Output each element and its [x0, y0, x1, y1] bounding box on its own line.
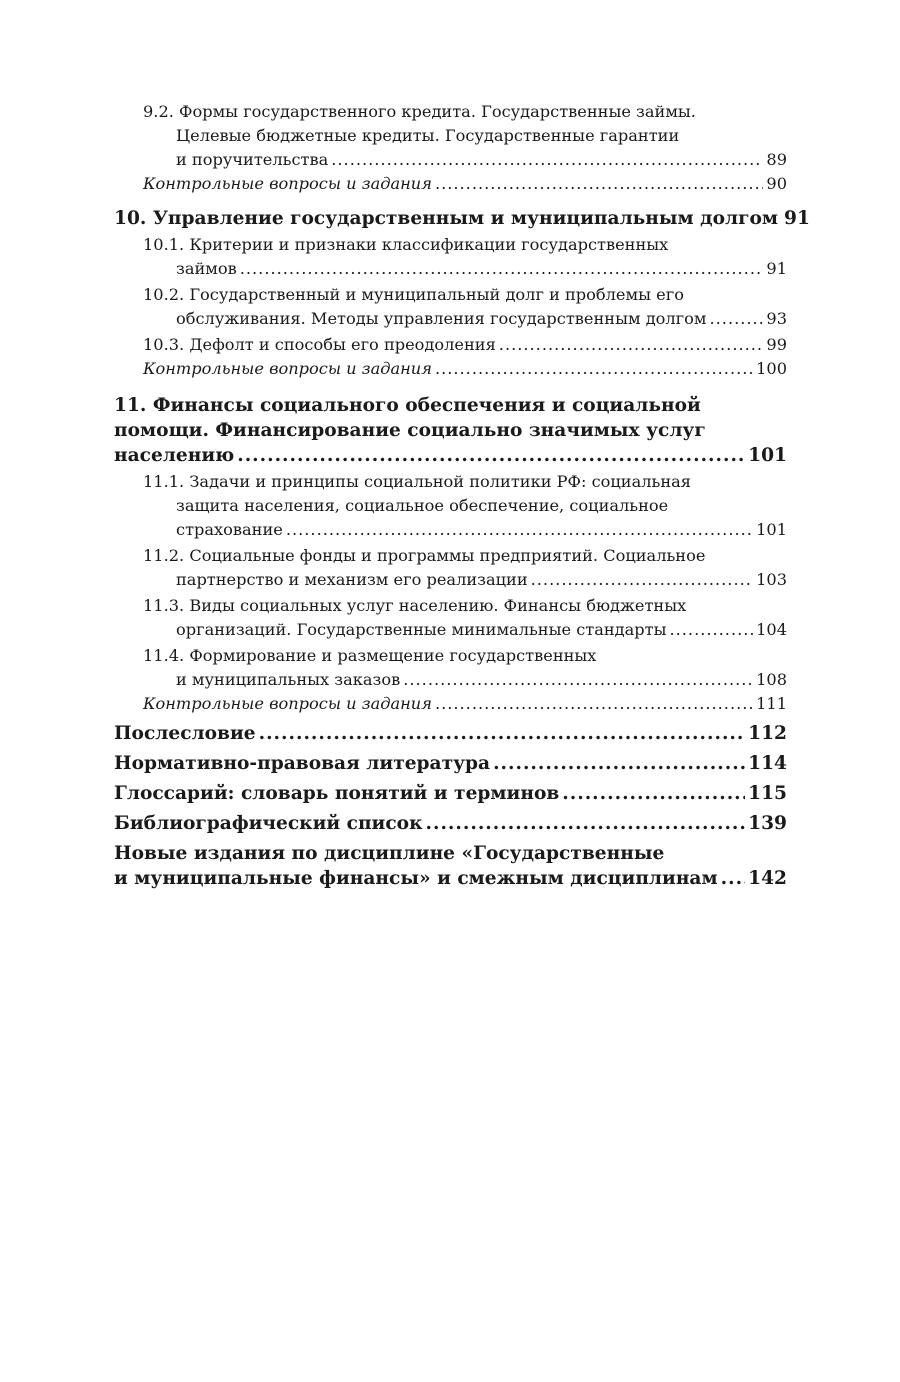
toc-glossary[interactable]: [114, 781, 787, 806]
toc-bibliography[interactable]: [114, 811, 787, 836]
table-of-contents: [114, 100, 810, 891]
toc-entry-last-line: [143, 307, 787, 331]
toc-entry-text: 10.3. Дефолт и способы его преодоления: [143, 335, 496, 354]
page-number: 103: [756, 570, 787, 589]
toc-entry-text: обслуживания. Методы управления государственным долгом: [176, 309, 707, 328]
toc-chapter-title: населению: [114, 445, 235, 466]
toc-entry-11-4[interactable]: [114, 644, 787, 692]
toc-entry-11-1[interactable]: [114, 470, 787, 542]
page-number: 89: [766, 150, 787, 169]
toc-entry-line: Целевые бюджетные кредиты. Государственные гарантии: [176, 126, 680, 145]
toc-entry-11-3[interactable]: [114, 594, 787, 642]
leader-dots: [435, 172, 763, 196]
toc-entry-line: 11.1. Задачи и принципы социальной политики РФ: социальная: [143, 472, 691, 491]
page-number: 115: [748, 783, 787, 804]
toc-chapter-title: Нормативно-правовая литература: [114, 753, 491, 774]
toc-entry-line: 10.2. Государственный и муниципальный долг и проблемы его: [143, 285, 684, 304]
page-number: 114: [748, 753, 787, 774]
leader-dots: [237, 443, 745, 468]
toc-entry-line: 11.4. Формирование и размещение государственных: [143, 646, 597, 665]
page-number: 101: [748, 445, 787, 466]
leader-dots: [435, 692, 753, 716]
toc-chapter-title: Библиографический список: [114, 813, 423, 834]
toc-chapter-line: помощи. Финансирование социально значимых услуг: [114, 420, 706, 441]
toc-chapter-line: Новые издания по дисциплине «Государственные: [114, 843, 665, 864]
toc-entry-line: защита населения, социальное обеспечение, социальное: [176, 496, 669, 515]
toc-entry-text: займов: [176, 259, 237, 278]
toc-entry-11-2[interactable]: [114, 544, 787, 592]
toc-entry-line: 10.1. Критерии и признаки классификации государственных: [143, 235, 669, 254]
page-number: 139: [748, 813, 787, 834]
leader-dots: [286, 518, 753, 542]
page-number: 99: [766, 335, 787, 354]
leader-dots: [493, 751, 745, 776]
toc-entry-line: 11.3. Виды социальных услуг населению. Финансы бюджетных: [143, 596, 687, 615]
page-number: 93: [766, 309, 787, 328]
toc-chapter-last-line: [114, 866, 787, 891]
toc-entry-line: 9.2. Формы государственного кредита. Государственные займы.: [143, 102, 696, 121]
toc-entry-text: и муниципальных заказов: [176, 670, 401, 689]
page-number: 90: [766, 174, 787, 193]
toc-entry-control-questions-11[interactable]: [114, 692, 787, 716]
leader-dots: [562, 781, 745, 806]
leader-dots: [499, 333, 764, 357]
leader-dots: [426, 811, 746, 836]
toc-chapter-title: и муниципальные финансы» и смежным дисциплинам: [114, 868, 718, 889]
toc-entry-text: страхование: [176, 520, 283, 539]
page-number: 101: [756, 520, 787, 539]
toc-entry-line: 11.2. Социальные фонды и программы предприятий. Социальное: [143, 546, 706, 565]
toc-entry-control-questions-10[interactable]: [114, 357, 787, 381]
toc-entry-last-line: [143, 618, 787, 642]
leader-dots: [240, 257, 764, 281]
toc-normative-literature[interactable]: [114, 751, 787, 776]
leader-dots: [403, 668, 753, 692]
toc-chapter-title: 10. Управление государственным и муниципальным долгом: [114, 208, 779, 229]
toc-entry-10-3[interactable]: [114, 333, 787, 357]
leader-dots: [670, 618, 754, 642]
page-number: 91: [784, 208, 810, 229]
toc-afterword[interactable]: [114, 721, 787, 746]
page-number: 111: [756, 694, 787, 713]
toc-entry-last-line: [143, 568, 787, 592]
leader-dots: [259, 721, 746, 746]
leader-dots: [721, 866, 746, 891]
toc-entry-10-2[interactable]: [114, 283, 787, 331]
toc-new-editions[interactable]: [114, 841, 787, 891]
toc-entry-10-1[interactable]: [114, 233, 787, 281]
toc-entry-text: Контрольные вопросы и задания: [143, 174, 432, 193]
leader-dots: [710, 307, 764, 331]
leader-dots: [531, 568, 753, 592]
toc-chapter-title: Глоссарий: словарь понятий и терминов: [114, 783, 560, 804]
toc-entry-text: и поручительства: [176, 150, 329, 169]
page-number: 112: [748, 723, 787, 744]
toc-chapter-line: 11. Финансы социального обеспечения и социальной: [114, 395, 701, 416]
toc-entry-9-2[interactable]: [114, 100, 787, 172]
toc-entry-last-line: [143, 257, 787, 281]
toc-entry-control-questions-9[interactable]: [114, 172, 787, 196]
toc-entry-text: Контрольные вопросы и задания: [143, 694, 432, 713]
toc-entry-text: Контрольные вопросы и задания: [143, 359, 432, 378]
toc-chapter-10[interactable]: [114, 206, 810, 231]
leader-dots: [331, 148, 763, 172]
page-number: 108: [756, 670, 787, 689]
page-number: 104: [756, 620, 787, 639]
toc-chapter-11[interactable]: [114, 393, 787, 468]
toc-entry-last-line: [143, 148, 787, 172]
leader-dots: [435, 357, 753, 381]
toc-chapter-last-line: [114, 443, 787, 468]
toc-entry-text: партнерство и механизм его реализации: [176, 570, 528, 589]
page-number: 142: [748, 868, 787, 889]
toc-entry-last-line: [143, 668, 787, 692]
toc-entry-text: организаций. Государственные минимальные стандарты: [176, 620, 667, 639]
toc-entry-last-line: [143, 518, 787, 542]
page-number: 91: [766, 259, 787, 278]
toc-chapter-title: Послесловие: [114, 723, 256, 744]
page-number: 100: [756, 359, 787, 378]
